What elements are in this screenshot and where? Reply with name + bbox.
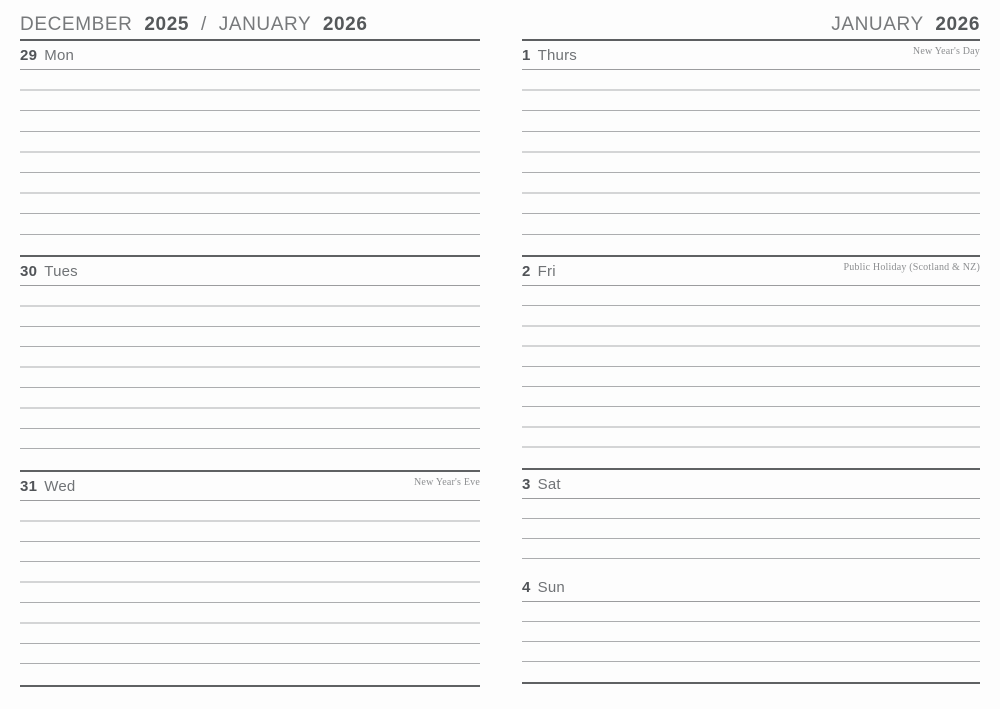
page-title-left bbox=[20, 14, 367, 36]
ruled-lines bbox=[522, 499, 980, 559]
day-header bbox=[522, 41, 980, 70]
day-section-thurs-1 bbox=[522, 41, 980, 255]
day-header bbox=[20, 41, 480, 70]
day-section-tues-30 bbox=[20, 255, 480, 470]
day-name: Wed bbox=[44, 477, 76, 495]
title-year-2025: 2025 bbox=[144, 14, 190, 35]
ruled-lines bbox=[20, 501, 480, 664]
day-header bbox=[522, 559, 980, 602]
day-name: Tues bbox=[44, 263, 78, 281]
day-number: 1 bbox=[522, 47, 531, 64]
day-number: 2 bbox=[522, 263, 531, 281]
page-header-left bbox=[20, 0, 480, 41]
day-header bbox=[20, 472, 480, 501]
holiday-label: Public Holiday (Scotland & NZ) bbox=[843, 262, 980, 274]
ruled-lines bbox=[522, 70, 980, 235]
page-title-right bbox=[831, 14, 980, 36]
day-name: Thurs bbox=[537, 47, 577, 64]
day-name: Sat bbox=[537, 476, 561, 494]
day-header bbox=[522, 470, 980, 499]
title-month-december: DECEMBER bbox=[20, 14, 133, 35]
holiday-label: New Year's Eve bbox=[414, 476, 480, 488]
day-number: 31 bbox=[20, 477, 38, 495]
ruled-lines bbox=[20, 286, 480, 449]
day-header bbox=[20, 257, 480, 286]
day-number: 30 bbox=[20, 263, 38, 281]
day-name: Sun bbox=[537, 579, 565, 597]
day-sections-right bbox=[522, 41, 980, 684]
diary-page-right bbox=[522, 0, 980, 684]
title-year-2026: 2026 bbox=[322, 14, 368, 35]
title-separator: / bbox=[200, 14, 207, 35]
day-section-fri-2 bbox=[522, 255, 980, 468]
day-header bbox=[522, 257, 980, 286]
diary-page-left bbox=[20, 0, 480, 687]
day-name: Mon bbox=[44, 47, 75, 64]
day-section-sun-4 bbox=[522, 559, 980, 682]
day-sections-left bbox=[20, 41, 480, 687]
day-section-wed-31 bbox=[20, 470, 480, 685]
title-month-january: JANUARY bbox=[218, 14, 311, 35]
day-number: 3 bbox=[522, 476, 531, 494]
title-year-2026: 2026 bbox=[935, 14, 980, 35]
day-section-sat-3 bbox=[522, 468, 980, 559]
day-section-mon-29 bbox=[20, 41, 480, 255]
ruled-lines bbox=[522, 286, 980, 448]
title-month-january: JANUARY bbox=[831, 14, 924, 35]
day-number: 29 bbox=[20, 47, 38, 64]
day-name: Fri bbox=[537, 263, 556, 281]
ruled-lines bbox=[522, 602, 980, 662]
page-header-right bbox=[522, 0, 980, 41]
holiday-label: New Year's Day bbox=[912, 46, 980, 57]
ruled-lines bbox=[20, 70, 480, 235]
day-number: 4 bbox=[522, 579, 531, 597]
